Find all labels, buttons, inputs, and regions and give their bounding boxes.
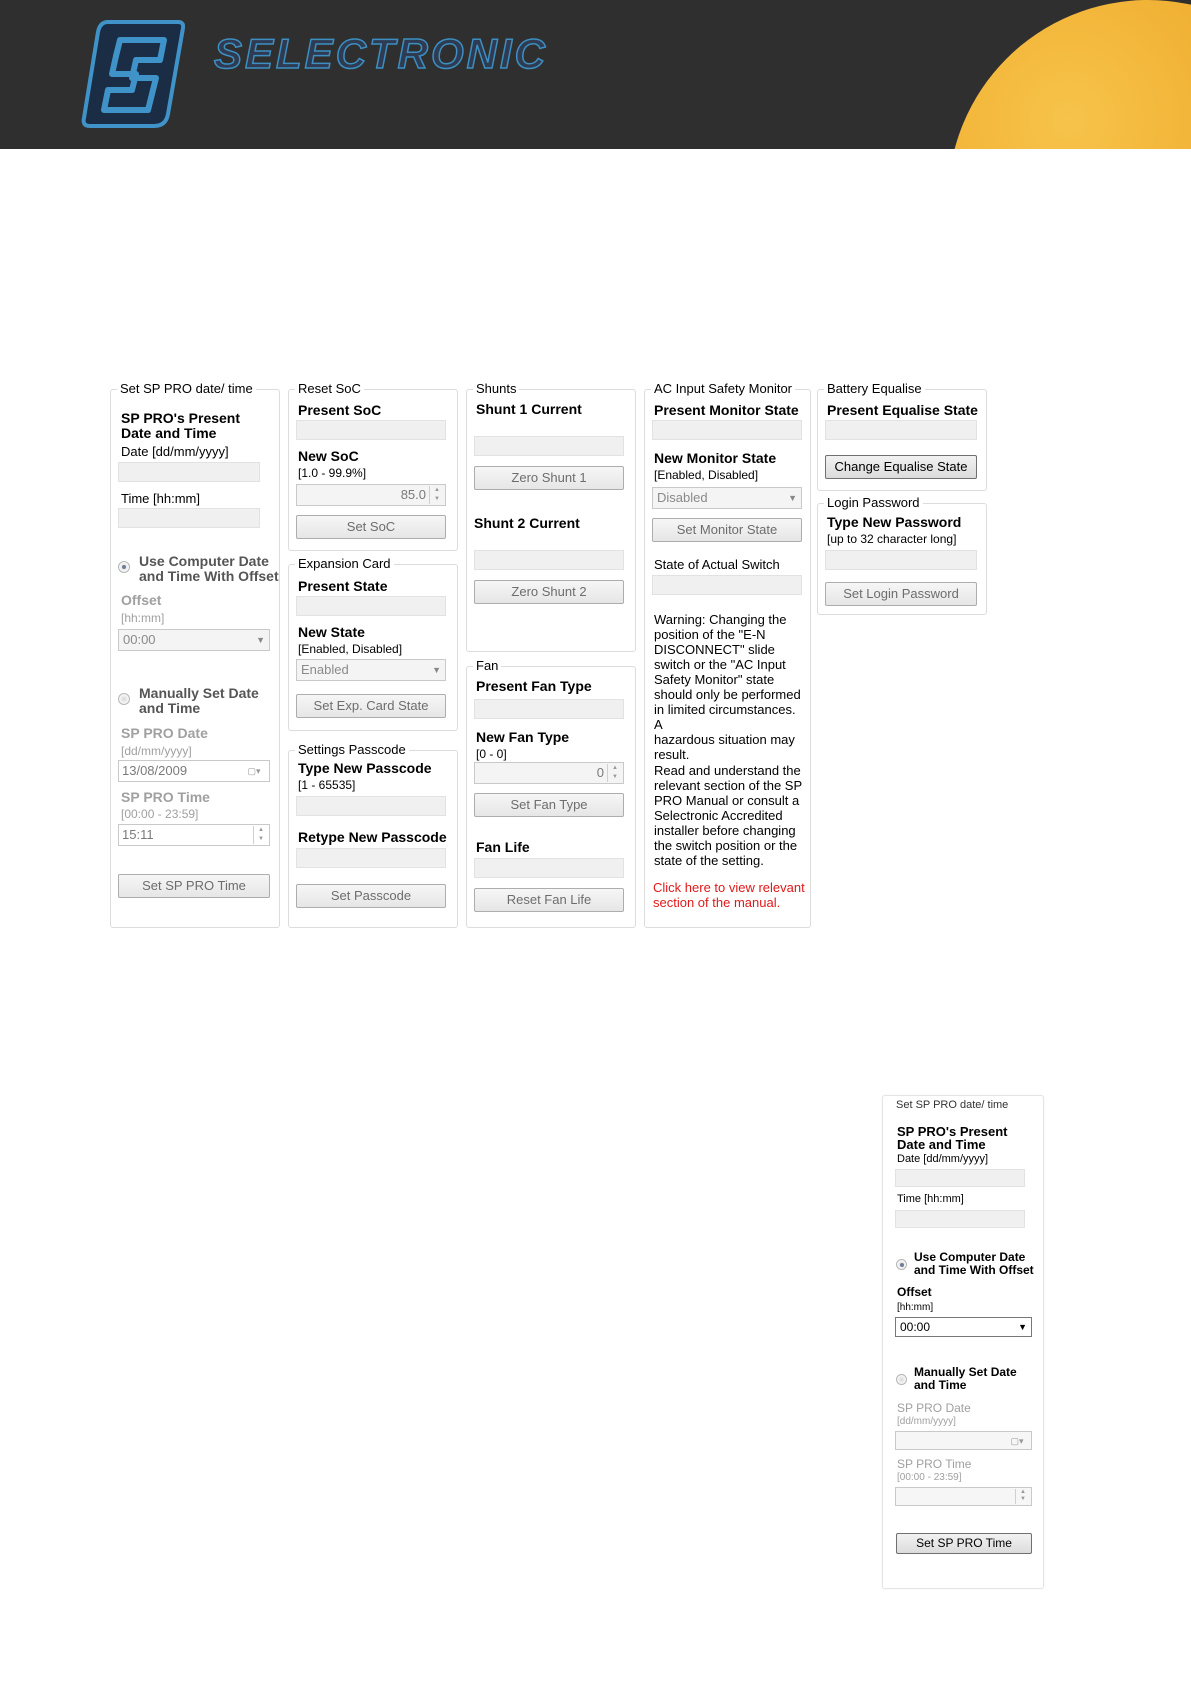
new-fan-type-value: 0 bbox=[596, 765, 604, 780]
new-soc-spinner[interactable] bbox=[296, 484, 446, 506]
spinner-arrows-icon[interactable]: ▲ ▼ bbox=[607, 764, 622, 782]
actual-switch-label: State of Actual Switch bbox=[654, 557, 780, 572]
fan-legend: Fan bbox=[473, 658, 501, 673]
sp-pro-time-value: 15:11 bbox=[122, 827, 154, 842]
reset-soc-legend: Reset SoC bbox=[295, 381, 364, 396]
date-label: Date [dd/mm/yyyy] bbox=[121, 444, 229, 459]
zoom-sp-date-picker[interactable] bbox=[895, 1431, 1032, 1450]
reset-fan-life-button[interactable]: Reset Fan Life bbox=[474, 888, 624, 912]
zoom-heading-line1: SP PRO's Present bbox=[897, 1124, 1008, 1139]
actual-switch-field bbox=[652, 575, 802, 595]
present-equalise-state-label: Present Equalise State bbox=[827, 402, 978, 418]
zoom-offset-hint: [hh:mm] bbox=[897, 1302, 934, 1313]
calendar-icon[interactable]: ▢▾ bbox=[1010, 1436, 1024, 1446]
offset-value: 00:00 bbox=[123, 632, 156, 647]
manual-set-label-2: and Time bbox=[139, 700, 201, 716]
set-sp-pro-time-button[interactable]: Set SP PRO Time bbox=[118, 874, 270, 898]
manual-link[interactable] bbox=[653, 880, 805, 910]
fan-life-field bbox=[474, 858, 624, 878]
zoom-sp-date-hint: [dd/mm/yyyy] bbox=[897, 1416, 956, 1427]
present-equalise-state-field bbox=[825, 420, 977, 440]
calendar-icon[interactable]: ▢▾ bbox=[247, 766, 261, 776]
change-equalise-state-button[interactable]: Change Equalise State bbox=[825, 455, 977, 479]
settings-passcode-legend: Settings Passcode bbox=[295, 742, 409, 757]
present-monitor-state-field bbox=[652, 420, 802, 440]
monitor-state-value: Disabled bbox=[657, 490, 708, 505]
sp-pro-time-hint: [00:00 - 23:59] bbox=[121, 807, 199, 821]
shunts-legend: Shunts bbox=[473, 381, 519, 396]
present-datetime-heading-line1: SP PRO's Present bbox=[121, 410, 241, 426]
warning-text bbox=[654, 612, 804, 762]
use-computer-label-2: and Time With Offset bbox=[139, 568, 279, 584]
zoom-date-label: Date [dd/mm/yyyy] bbox=[897, 1153, 989, 1165]
shunt1-current-field bbox=[474, 436, 624, 456]
manual-link-line[interactable]: Click here to view relevant bbox=[653, 880, 805, 895]
warning-line: should only be performed bbox=[654, 687, 801, 702]
page-header bbox=[0, 0, 1191, 149]
new-fan-type-label: New Fan Type bbox=[476, 729, 570, 745]
zoom-offset-select[interactable] bbox=[895, 1317, 1032, 1337]
present-time-field bbox=[118, 508, 260, 528]
warning-line: Safety Monitor" state bbox=[654, 672, 775, 687]
expansion-new-state-label: New State bbox=[298, 624, 365, 640]
warning-line: switch or the "AC Input bbox=[654, 657, 786, 672]
expansion-present-state-label: Present State bbox=[298, 578, 388, 594]
offset-hint: [hh:mm] bbox=[121, 611, 165, 625]
present-date-field bbox=[118, 462, 260, 482]
sp-pro-time-label: SP PRO Time bbox=[121, 789, 210, 805]
expansion-state-value: Enabled bbox=[301, 662, 349, 677]
set-monitor-state-button[interactable]: Set Monitor State bbox=[652, 518, 802, 542]
spinner-arrows-icon[interactable]: ▲ ▼ bbox=[429, 486, 444, 504]
present-soc-label: Present SoC bbox=[298, 402, 382, 418]
zoom-time-label: Time [hh:mm] bbox=[897, 1193, 964, 1205]
zoom-use-computer-radio[interactable] bbox=[896, 1259, 907, 1270]
retype-passcode-label: Retype New Passcode bbox=[298, 829, 447, 845]
zoom-sp-date-label: SP PRO Date bbox=[897, 1401, 971, 1415]
chevron-down-icon: ▼ bbox=[432, 665, 441, 675]
set-fan-type-button[interactable]: Set Fan Type bbox=[474, 793, 624, 817]
fan-life-label: Fan Life bbox=[476, 839, 530, 855]
manual-link-line[interactable]: section of the manual. bbox=[653, 895, 781, 910]
use-computer-label-1: Use Computer Date bbox=[139, 553, 269, 569]
read-manual-text bbox=[654, 763, 804, 868]
date-time-legend: Set SP PRO date/ time bbox=[117, 381, 256, 396]
warning-line: hazardous situation may bbox=[654, 732, 795, 747]
read-line: Read and understand the bbox=[654, 763, 801, 778]
zoom-legend: Set SP PRO date/ time bbox=[896, 1099, 1009, 1111]
new-passcode-input[interactable] bbox=[296, 796, 446, 816]
expansion-state-select[interactable] bbox=[296, 659, 446, 681]
manual-set-radio[interactable] bbox=[118, 693, 130, 705]
password-hint: [up to 32 character long] bbox=[827, 532, 957, 546]
expansion-present-state-field bbox=[296, 596, 446, 616]
present-monitor-state-label: Present Monitor State bbox=[654, 402, 799, 418]
set-soc-button[interactable]: Set SoC bbox=[296, 515, 446, 539]
shunt2-current-field bbox=[474, 550, 624, 570]
zoom-use-computer-label-2: and Time With Offset bbox=[914, 1263, 1034, 1277]
new-passcode-label: Type New Passcode bbox=[298, 760, 432, 776]
zoom-present-date-field bbox=[895, 1169, 1025, 1187]
new-soc-value: 85.0 bbox=[400, 487, 426, 502]
zoom-manual-set-radio[interactable] bbox=[896, 1374, 907, 1385]
login-password-legend: Login Password bbox=[824, 495, 923, 510]
expansion-card-legend: Expansion Card bbox=[295, 556, 394, 571]
offset-select[interactable] bbox=[118, 629, 270, 651]
present-fan-type-label: Present Fan Type bbox=[476, 678, 592, 694]
warning-line: position of the "E-N bbox=[654, 627, 766, 642]
retype-passcode-input[interactable] bbox=[296, 848, 446, 868]
shunt2-current-label: Shunt 2 Current bbox=[474, 515, 580, 531]
sp-pro-date-hint: [dd/mm/yyyy] bbox=[121, 744, 192, 758]
warning-line: Warning: Changing the bbox=[654, 612, 787, 627]
passcode-range: [1 - 65535] bbox=[298, 778, 356, 792]
zoom-manual-label-1: Manually Set Date bbox=[914, 1365, 1017, 1379]
fan-type-range: [0 - 0] bbox=[476, 747, 507, 761]
sp-pro-date-value: 13/08/2009 bbox=[122, 763, 188, 778]
zero-shunt2-button[interactable]: Zero Shunt 2 bbox=[474, 580, 624, 604]
brand-wordmark: SELECTRONIC bbox=[214, 30, 549, 77]
sp-pro-date-label: SP PRO Date bbox=[121, 725, 208, 741]
set-exp-card-state-button[interactable]: Set Exp. Card State bbox=[296, 694, 446, 718]
spinner-arrows-icon[interactable]: ▲ ▼ bbox=[1015, 1489, 1030, 1504]
read-line: state of the setting. bbox=[654, 853, 764, 868]
warning-line: in limited circumstances. A bbox=[654, 702, 796, 732]
selectronic-logo-icon bbox=[80, 18, 185, 130]
read-line: PRO Manual or consult a bbox=[654, 793, 800, 808]
header-sun-graphic bbox=[948, 0, 1191, 149]
read-line: Selectronic Accredited bbox=[654, 808, 783, 823]
read-line: relevant section of the SP bbox=[654, 778, 803, 793]
zoom-heading-line2: Date and Time bbox=[897, 1137, 986, 1152]
use-computer-radio[interactable] bbox=[118, 561, 130, 573]
monitor-options-hint: [Enabled, Disabled] bbox=[654, 468, 759, 482]
sp-pro-time-spinner[interactable] bbox=[118, 824, 270, 846]
new-soc-range: [1.0 - 99.9%] bbox=[298, 466, 367, 480]
sp-pro-date-picker[interactable] bbox=[118, 760, 270, 782]
set-passcode-button[interactable]: Set Passcode bbox=[296, 884, 446, 908]
expansion-options-hint: [Enabled, Disabled] bbox=[298, 642, 403, 656]
zero-shunt1-button[interactable]: Zero Shunt 1 bbox=[474, 466, 624, 490]
zoom-use-computer-label-1: Use Computer Date bbox=[914, 1250, 1026, 1264]
zoom-sp-time-hint: [00:00 - 23:59] bbox=[897, 1472, 962, 1483]
shunt1-current-label: Shunt 1 Current bbox=[476, 401, 582, 417]
present-fan-type-field bbox=[474, 699, 624, 719]
new-soc-label: New SoC bbox=[298, 448, 359, 464]
manual-set-label-1: Manually Set Date bbox=[139, 685, 259, 701]
zoom-present-time-field bbox=[895, 1210, 1025, 1228]
battery-equalise-legend: Battery Equalise bbox=[824, 381, 925, 396]
read-line: the switch position or the bbox=[654, 838, 798, 853]
chevron-down-icon: ▼ bbox=[1018, 1322, 1027, 1332]
set-login-password-button[interactable]: Set Login Password bbox=[825, 582, 977, 606]
zoom-offset-value: 00:00 bbox=[900, 1320, 931, 1334]
time-label: Time [hh:mm] bbox=[121, 491, 200, 506]
present-datetime-heading-line2: Date and Time bbox=[121, 425, 217, 441]
warning-line: DISCONNECT" slide bbox=[654, 642, 775, 657]
new-monitor-state-label: New Monitor State bbox=[654, 450, 777, 466]
spinner-arrows-icon[interactable]: ▲ ▼ bbox=[253, 826, 268, 844]
present-soc-field bbox=[296, 420, 446, 440]
zoom-offset-label: Offset bbox=[897, 1285, 932, 1299]
ac-monitor-legend: AC Input Safety Monitor bbox=[651, 381, 795, 396]
zoom-sp-time-label: SP PRO Time bbox=[897, 1457, 972, 1471]
read-line: installer before changing bbox=[654, 823, 796, 838]
monitor-state-select[interactable] bbox=[652, 487, 802, 509]
offset-label: Offset bbox=[121, 592, 162, 608]
new-fan-type-spinner[interactable] bbox=[474, 762, 624, 784]
zoom-sp-time-spinner[interactable] bbox=[895, 1487, 1032, 1506]
zoom-manual-label-2: and Time bbox=[914, 1378, 967, 1392]
zoom-set-sp-pro-time-button[interactable]: Set SP PRO Time bbox=[896, 1533, 1032, 1554]
new-password-input[interactable] bbox=[825, 550, 977, 570]
warning-line: result. bbox=[654, 747, 690, 762]
chevron-down-icon: ▼ bbox=[788, 493, 797, 503]
chevron-down-icon: ▼ bbox=[256, 635, 265, 645]
new-password-label: Type New Password bbox=[827, 514, 962, 530]
